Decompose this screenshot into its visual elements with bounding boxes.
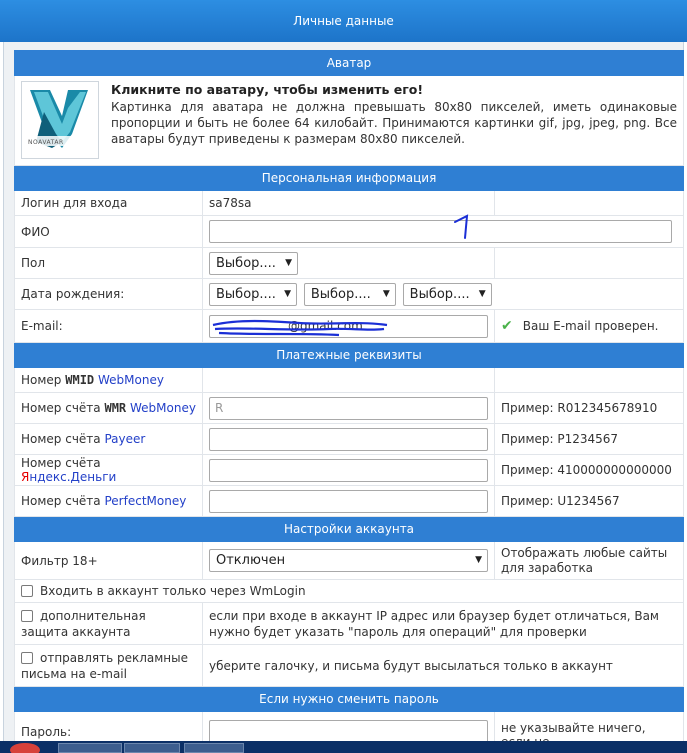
birth-year-value: Выбор....	[409, 286, 470, 302]
dropdown-arrow-icon: ▼	[284, 288, 291, 299]
section-account	[15, 517, 684, 542]
birth-day-value: Выбор....	[216, 286, 276, 302]
taskbar-app-3[interactable]	[184, 743, 244, 753]
birth-day-select[interactable]	[209, 283, 297, 306]
password-label: Пароль:	[15, 712, 203, 752]
section-avatar	[15, 51, 684, 76]
gender-label: Пол	[15, 248, 203, 279]
email-label: E-mail:	[15, 310, 203, 343]
birth-row	[15, 279, 684, 310]
dropdown-arrow-icon: ▼	[478, 288, 486, 299]
filter-row	[15, 542, 684, 580]
section-account-title: Настройки аккаунта	[15, 517, 684, 542]
filter-note: Отображать любые сайты для заработка	[495, 542, 684, 580]
wmr-row	[15, 393, 684, 424]
filter-select-value: Отключен	[216, 553, 286, 568]
fio-label: ФИО	[15, 216, 203, 248]
avatar-heading: Кликните по аватару, чтобы изменить его!	[111, 82, 424, 97]
section-password-title: Если нужно сменить пароль	[15, 687, 684, 712]
yandex-example: Пример: 410000000000000	[495, 455, 684, 486]
perfect-label: Номер счёта PerfectMoney	[15, 486, 203, 517]
avatar-description: Картинка для аватара не должна превышать 80x80 пикселей, иметь одинаковые пропорции и быть не более 64 килобайт. Принимаются картинки gif, jpg, jpeg, png. Все аватары будут приведены к размерам 80x80 пикселей.	[111, 100, 677, 146]
birth-label: Дата рождения:	[15, 279, 203, 310]
taskbar-start-icon[interactable]	[10, 743, 40, 753]
wmid-row	[15, 368, 684, 393]
gender-row	[15, 248, 684, 279]
wmlogin-label: Входить в аккаунт только через WmLogin	[40, 584, 306, 598]
section-payment-title: Платежные реквизиты	[15, 343, 684, 368]
wmr-example: Пример: R012345678910	[495, 393, 684, 424]
payeer-label: Номер счёта Payeer	[15, 424, 203, 455]
ads-checkbox[interactable]	[21, 652, 33, 664]
ads-note: уберите галочку, и письма будут высылаться только в аккаунт	[203, 645, 684, 687]
noavatar-logo	[22, 82, 98, 158]
check-icon: ✔	[501, 318, 513, 334]
avatar-image[interactable]	[21, 81, 99, 159]
password-input[interactable]	[209, 720, 488, 743]
payeer-row	[15, 424, 684, 455]
payeer-example: Пример: P1234567	[495, 424, 684, 455]
protection-label: дополнительная защита аккаунта	[21, 608, 146, 639]
wmlogin-checkbox[interactable]	[21, 585, 33, 597]
wmr-label: Номер счёта WMR WebMoney	[15, 393, 203, 424]
gender-select-value: Выбор....	[216, 255, 276, 271]
scribble-redaction	[209, 315, 389, 339]
protection-row	[15, 603, 684, 645]
wmr-input[interactable]	[209, 397, 488, 420]
dropdown-arrow-icon: ▼	[382, 288, 390, 299]
avatar-row	[15, 76, 684, 166]
section-personal	[15, 166, 684, 191]
fio-row	[15, 216, 684, 248]
taskbar-app-1[interactable]	[58, 743, 122, 753]
perfect-input[interactable]	[209, 490, 488, 513]
protection-checkbox[interactable]	[21, 610, 33, 622]
email-status: Ваш E-mail проверен.	[522, 319, 659, 333]
yandex-input[interactable]	[209, 459, 488, 482]
perfect-example: Пример: U1234567	[495, 486, 684, 517]
login-label: Логин для входа	[15, 191, 203, 216]
login-value: sa78sa	[203, 191, 495, 216]
section-payment	[15, 343, 684, 368]
fio-input[interactable]	[209, 220, 672, 243]
birth-month-select[interactable]	[304, 283, 396, 306]
yandex-label: Номер счёта Яндекс.Деньги	[15, 455, 203, 486]
dropdown-arrow-icon: ▼	[285, 257, 292, 268]
os-taskbar	[0, 741, 687, 753]
filter-select[interactable]	[209, 549, 488, 572]
payeer-input[interactable]	[209, 428, 488, 451]
settings-table	[14, 50, 684, 752]
birth-year-select[interactable]	[403, 283, 492, 306]
email-row	[15, 310, 684, 343]
ads-label: отправлять рекламные письма на e-mail	[21, 650, 189, 681]
login-row	[15, 191, 684, 216]
section-password	[15, 687, 684, 712]
filter-label: Фильтр 18+	[15, 542, 203, 580]
dropdown-arrow-icon: ▼	[475, 555, 482, 565]
wmid-label: Номер WMID WebMoney	[15, 368, 203, 393]
wmlogin-row	[15, 580, 684, 603]
handwritten-mark	[451, 212, 481, 242]
content-frame	[3, 42, 684, 753]
password-note: не указывайте ничего,	[495, 712, 684, 752]
yandex-row	[15, 455, 684, 486]
birth-month-value: Выбор....	[310, 286, 371, 302]
taskbar-app-2[interactable]	[124, 743, 180, 753]
gender-select[interactable]	[209, 252, 298, 275]
ads-row	[15, 645, 684, 687]
perfect-row	[15, 486, 684, 517]
protection-note: если при входе в аккаунт IP адрес или браузер будет отличаться, Вам нужно будет указать "пароль для операций" для проверки	[203, 603, 684, 645]
section-personal-title: Персональная информация	[15, 166, 684, 191]
noavatar-logo-text: NOAVATAR	[28, 139, 64, 146]
page-title: Личные данные	[0, 0, 687, 42]
section-avatar-title: Аватар	[15, 51, 684, 76]
